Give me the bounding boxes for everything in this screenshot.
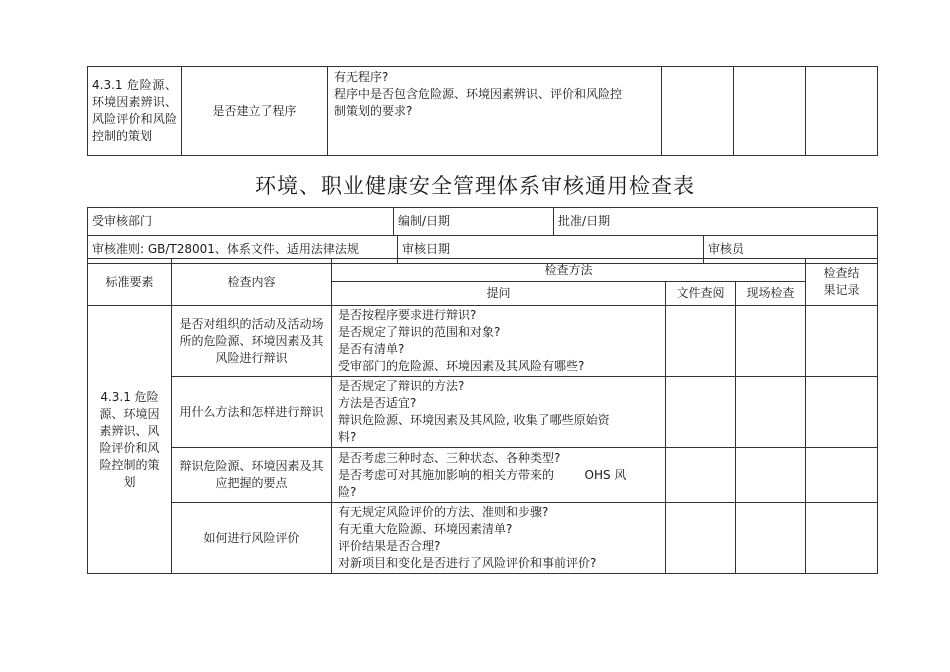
site-check-cell (736, 503, 806, 574)
content-cell: 用什么方法和怎样进行辩识 (172, 377, 332, 448)
header-question: 提问 (332, 282, 666, 306)
meta-table (87, 207, 878, 264)
questions-cell: 是否规定了辩识的方法? 方法是否适宜? 辩识危险源、环境因素及其风险, 收集了哪些原始资 料? (332, 377, 666, 448)
questions-cell: 是否考虑三种时态、三种状态、各种类型? 是否考虑可对其施加影响的相关方带来的 OHS 风 险? (332, 448, 666, 503)
approved-label: 批准/日期 (554, 208, 878, 236)
result-cell (806, 503, 878, 574)
doc-review-cell (666, 448, 736, 503)
header-result: 检查结果记录 (806, 259, 878, 306)
audit-date-label: 审核日期 (398, 236, 704, 264)
header-doc-review: 文件查阅 (666, 282, 736, 306)
questions-cell: 有无规定风险评价的方法、准则和步骤? 有无重大危险源、环境因素清单? 评价结果是否合理? 对新项目和变化是否进行了风险评价和事前评价? (332, 503, 666, 574)
table-header-row (88, 259, 878, 282)
site-check-cell (736, 377, 806, 448)
result-cell (806, 306, 878, 377)
doc-review-cell (666, 503, 736, 574)
doc-review-cell (666, 377, 736, 448)
header-element: 标准要素 (88, 259, 172, 306)
prepared-label: 编制/日期 (394, 208, 554, 236)
content-cell: 是否建立了程序 (182, 67, 328, 156)
site-check-cell (736, 306, 806, 377)
result-cell (806, 67, 878, 156)
header-method: 检查方法 (332, 259, 806, 282)
content-cell: 如何进行风险评价 (172, 503, 332, 574)
table-row (88, 448, 878, 503)
element-cell: 4.3.1 危险源、环境因素辨识、风险评价和风险控制的策划 (88, 67, 182, 156)
questions-cell: 有无程序? 程序中是否包含危险源、环境因素辨识、评价和风险控 制策划的要求? (328, 67, 662, 156)
continuation-table (87, 66, 878, 156)
result-cell (806, 377, 878, 448)
content-cell: 辩识危险源、环境因素及其应把握的要点 (172, 448, 332, 503)
site-check-cell (736, 448, 806, 503)
questions-cell: 是否按程序要求进行辩识? 是否规定了辩识的范围和对象? 是否有清单? 受审部门的危险源、环境因素及其风险有哪些? (332, 306, 666, 377)
auditor-label: 审核员 (704, 236, 878, 264)
table-row (88, 377, 878, 448)
header-content: 检查内容 (172, 259, 332, 306)
page-title: 环境、职业健康安全管理体系审核通用检查表 (255, 174, 695, 198)
element-cell: 4.3.1 危险源、环境因素辨识、风险评价和风险控制的策划 (88, 306, 172, 574)
table-row (88, 208, 878, 236)
content-cell: 是否对组织的活动及活动场所的危险源、环境因素及其风险进行辩识 (172, 306, 332, 377)
table-row (88, 306, 878, 377)
dept-label: 受审核部门 (88, 208, 394, 236)
checklist-table (87, 258, 878, 574)
doc-review-cell (662, 67, 734, 156)
site-check-cell (734, 67, 806, 156)
table-row (88, 67, 878, 156)
result-cell (806, 448, 878, 503)
header-site-check: 现场检查 (736, 282, 806, 306)
table-row (88, 503, 878, 574)
doc-review-cell (666, 306, 736, 377)
criteria-label: 审核准则: GB/T28001、体系文件、适用法律法规 (88, 236, 398, 264)
